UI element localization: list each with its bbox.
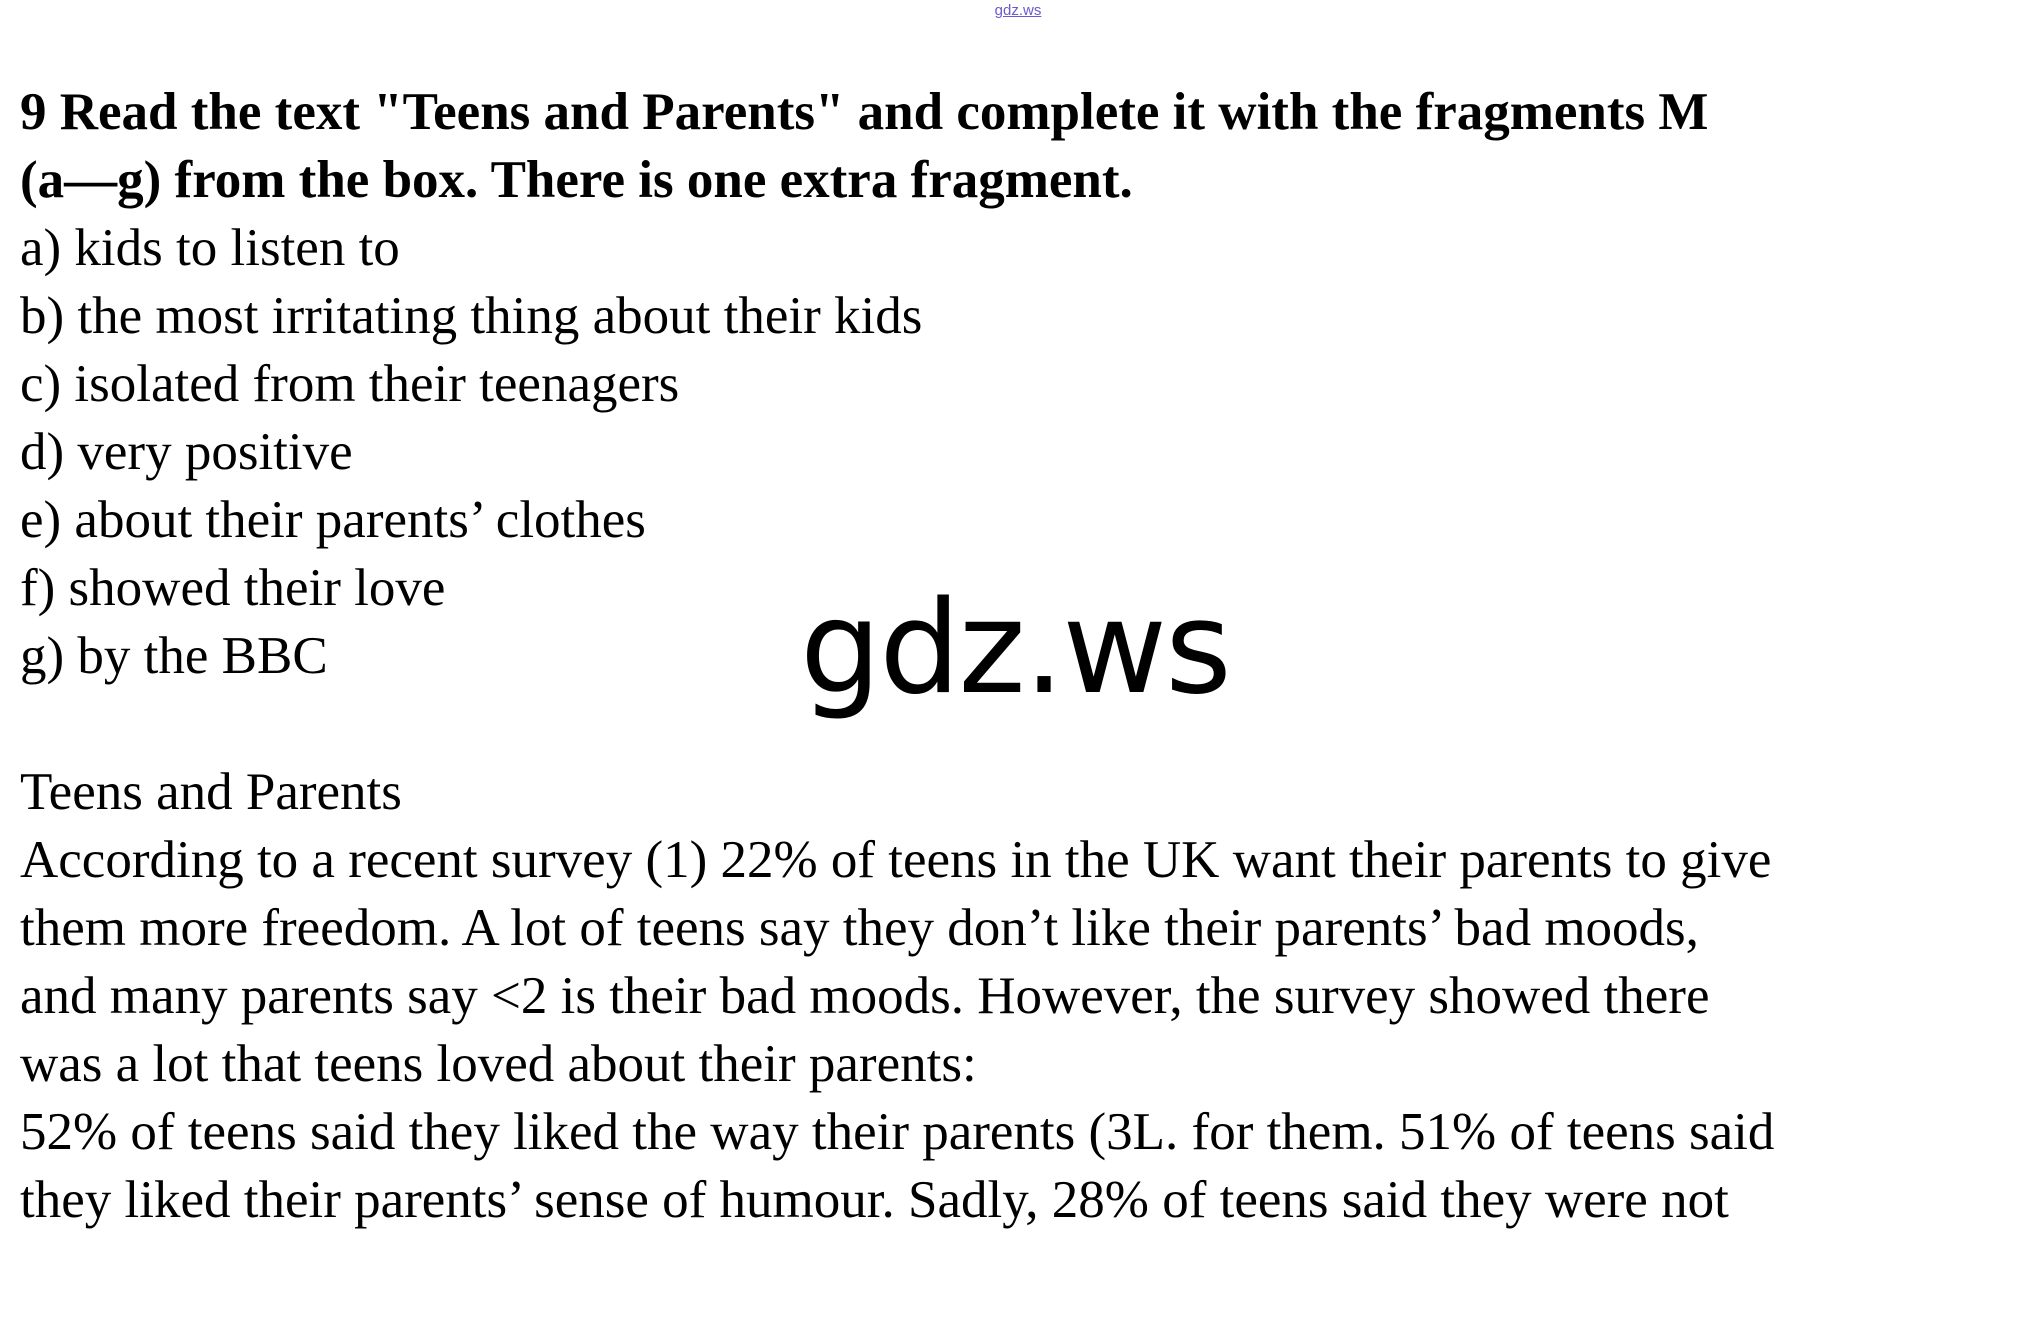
text-line-5: 52% of teens said they liked the way their parents (3L. for them. 51% of teens said [20, 1103, 1775, 1161]
text-line-3: and many parents say <2 is their bad moods. However, the survey showed there [20, 967, 1710, 1025]
text-title: Teens and Parents [20, 763, 402, 821]
text-line-4: was a lot that teens loved about their parents: [20, 1035, 977, 1093]
site-link[interactable]: gdz.ws [994, 2, 1042, 19]
option-c: c) isolated from their teenagers [20, 355, 680, 413]
watermark: gdz.ws [800, 574, 1230, 723]
option-d: d) very positive [20, 423, 353, 481]
task-title-line-1: 9 Read the text "Teens and Parents" and complete it with the fragments M [20, 83, 1709, 141]
task-title-line-2: (a—g) from the box. There is one extra fragment. [20, 151, 1133, 209]
text-line-2: them more freedom. A lot of teens say they don’t like their parents’ bad moods, [20, 899, 1699, 957]
text-line-6: they liked their parents’ sense of humour. Sadly, 28% of teens said they were not [20, 1171, 1729, 1229]
option-e: e) about their parents’ clothes [20, 491, 646, 549]
option-f: f) showed their love [20, 559, 446, 617]
option-b: b) the most irritating thing about their kids [20, 287, 923, 345]
text-line-1: According to a recent survey (1) 22% of teens in the UK want their parents to give [20, 831, 1772, 889]
option-a: a) kids to listen to [20, 219, 400, 277]
option-g: g) by the BBC [20, 627, 328, 685]
